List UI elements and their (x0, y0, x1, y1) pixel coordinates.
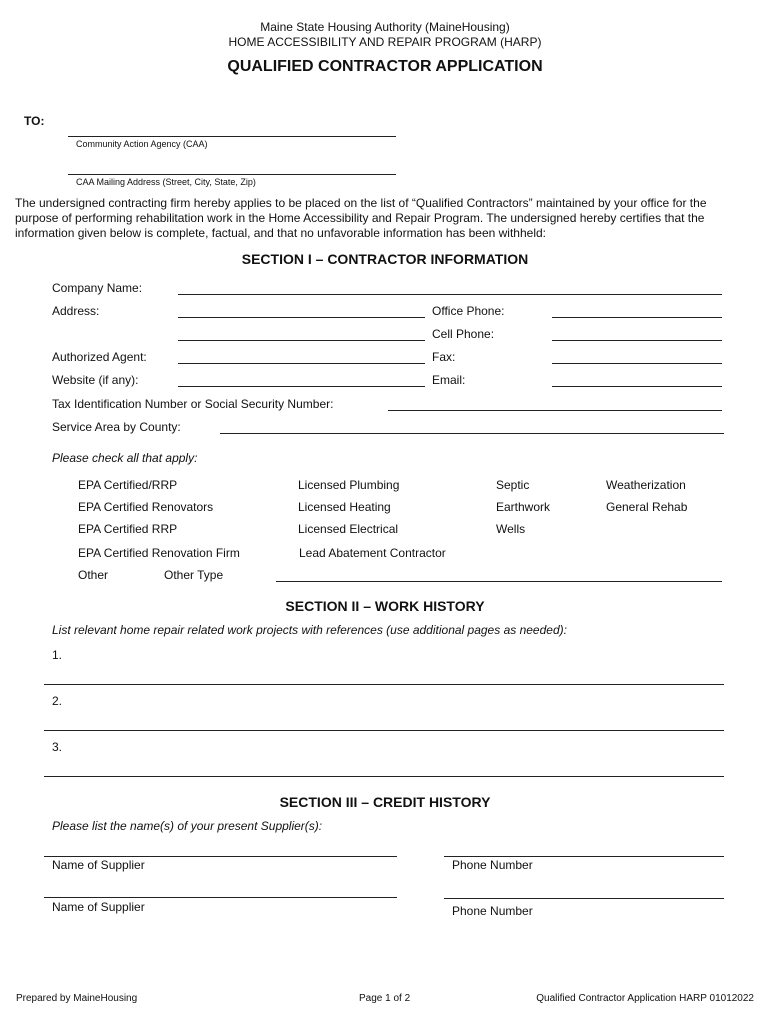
check-epa-renovation-firm[interactable]: EPA Certified Renovation Firm (78, 546, 240, 560)
org-line: Maine State Housing Authority (MaineHousing) (260, 20, 510, 34)
work-item-2-number: 2. (52, 694, 63, 708)
email-field[interactable] (552, 386, 722, 387)
intro-paragraph: The undersigned contracting firm hereby applies to be placed on the list of “Qualified Contractors” maintained by your office for the purpose of performing rehabilitation work in the Home Accessibility and Repair Program. The undersigned hereby certifies that the information given below is complete, factual, and that no unfavorable information has been withheld: (15, 196, 707, 240)
check-prompt: Please check all that apply: (52, 451, 198, 465)
work-item-3-field[interactable] (44, 776, 724, 777)
phone-2-label: Phone Number (452, 904, 533, 918)
phone-1-label: Phone Number (452, 858, 533, 872)
office-phone-field[interactable] (552, 317, 722, 318)
address-field-1[interactable] (178, 317, 425, 318)
section1-title: SECTION I – CONTRACTOR INFORMATION (241, 251, 529, 267)
supplier-2-field[interactable] (44, 897, 397, 898)
service-area-label: Service Area by County: (52, 420, 181, 434)
fax-field[interactable] (552, 363, 722, 364)
phone-2-field[interactable] (444, 898, 724, 899)
company-name-field[interactable] (178, 294, 722, 295)
caa-caption: Community Action Agency (CAA) (76, 139, 208, 149)
supplier-1-field[interactable] (44, 856, 397, 857)
program-line: HOME ACCESSIBILITY AND REPAIR PROGRAM (HARP) (228, 35, 542, 49)
caa-name-field[interactable] (68, 136, 396, 137)
check-epa-certified-rrp-2[interactable]: EPA Certified RRP (78, 522, 178, 536)
supplier-2-label: Name of Supplier (52, 900, 145, 914)
website-field[interactable] (178, 386, 425, 387)
footer-form-id: Qualified Contractor Application HARP 01012022 (536, 993, 754, 1004)
email-label: Email: (432, 373, 466, 387)
authorized-agent-label: Authorized Agent: (52, 350, 147, 364)
check-weatherization[interactable]: Weatherization (606, 478, 686, 492)
company-name-label: Company Name: (52, 281, 143, 295)
office-phone-label: Office Phone: (432, 304, 505, 318)
to-label: TO: (24, 114, 45, 128)
work-history-prompt: List relevant home repair related work projects with references (use additional pages as needed): (52, 623, 567, 637)
section2-title: SECTION II – WORK HISTORY (285, 598, 485, 614)
check-licensed-electrical[interactable]: Licensed Electrical (298, 522, 399, 536)
section3-title: SECTION III – CREDIT HISTORY (279, 794, 491, 810)
tax-id-label: Tax Identification Number or Social Security Number: (52, 397, 334, 411)
check-licensed-plumbing[interactable]: Licensed Plumbing (298, 478, 400, 492)
work-item-2-field[interactable] (44, 730, 724, 731)
phone-1-field[interactable] (444, 856, 724, 857)
footer-page-number: Page 1 of 2 (359, 993, 411, 1004)
check-other[interactable]: Other (78, 568, 109, 582)
check-wells[interactable]: Wells (496, 522, 526, 536)
supplier-prompt: Please list the name(s) of your present Supplier(s): (52, 819, 323, 833)
check-lead-abatement[interactable]: Lead Abatement Contractor (299, 546, 446, 560)
check-general-rehab[interactable]: General Rehab (606, 500, 688, 514)
check-epa-certified-renovators[interactable]: EPA Certified Renovators (78, 500, 214, 514)
service-area-field[interactable] (220, 433, 724, 434)
other-type-field[interactable] (276, 581, 722, 582)
check-septic[interactable]: Septic (496, 478, 530, 492)
page-title: QUALIFIED CONTRACTOR APPLICATION (227, 58, 543, 75)
cell-phone-field[interactable] (552, 340, 722, 341)
work-item-3-number: 3. (52, 740, 63, 754)
supplier-1-label: Name of Supplier (52, 858, 145, 872)
authorized-agent-field[interactable] (178, 363, 425, 364)
check-epa-certified-rrp[interactable]: EPA Certified/RRP (78, 478, 178, 492)
check-earthwork[interactable]: Earthwork (496, 500, 551, 514)
check-licensed-heating[interactable]: Licensed Heating (298, 500, 391, 514)
work-item-1-number: 1. (52, 648, 63, 662)
address-label: Address: (52, 304, 100, 318)
work-item-1-field[interactable] (44, 684, 724, 685)
caa-address-field[interactable] (68, 174, 396, 175)
website-label: Website (if any): (52, 373, 139, 387)
other-type-label: Other Type (164, 568, 224, 582)
cell-phone-label: Cell Phone: (432, 327, 495, 341)
footer-prepared-by: Prepared by MaineHousing (16, 993, 138, 1004)
caa-address-caption: CAA Mailing Address (Street, City, State, Zip) (76, 177, 256, 187)
tax-id-field[interactable] (388, 410, 722, 411)
fax-label: Fax: (432, 350, 456, 364)
address-field-2[interactable] (178, 340, 425, 341)
